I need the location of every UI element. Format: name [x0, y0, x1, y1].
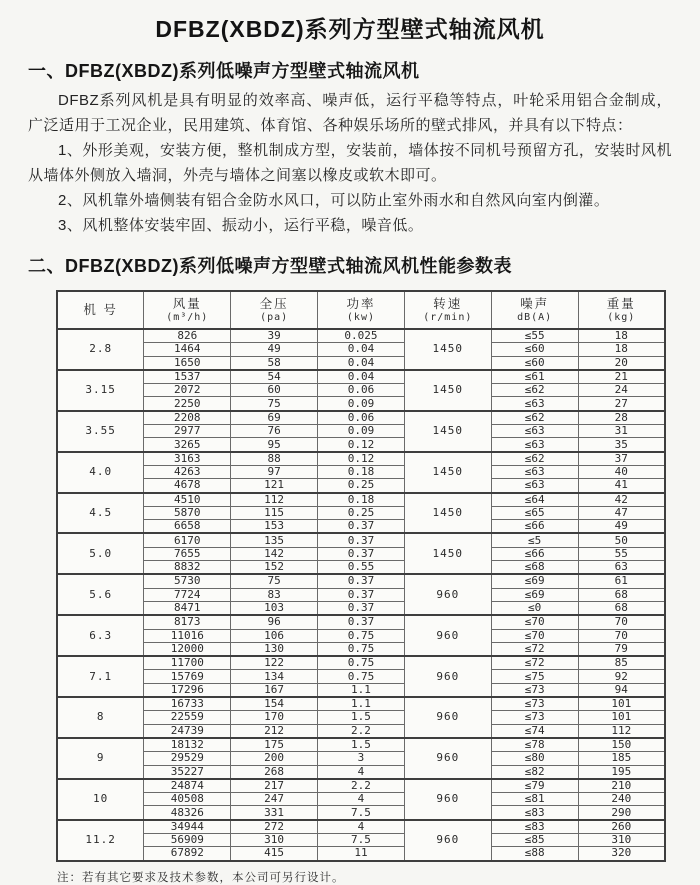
weight-cell: 18 [578, 329, 665, 343]
table-row [57, 683, 665, 697]
airflow-cell: 3163 [144, 452, 231, 466]
airflow-cell: 1464 [144, 343, 231, 356]
section1-heading: 一、DFBZ(XBDZ)系列低噪声方型壁式轴流风机 [28, 61, 420, 81]
airflow-cell: 34944 [144, 820, 231, 834]
model-cell: 7.1 [57, 656, 144, 697]
pressure-cell: 97 [231, 465, 318, 478]
table-row [57, 629, 665, 642]
power-cell: 2.2 [318, 779, 405, 793]
table-row [57, 384, 665, 397]
weight-cell: 240 [578, 793, 665, 806]
pressure-cell: 142 [231, 547, 318, 560]
table-row [57, 343, 665, 356]
noise-cell: ≤70 [491, 615, 578, 629]
table-row [57, 601, 665, 615]
weight-cell: 47 [578, 506, 665, 519]
airflow-cell: 6170 [144, 533, 231, 547]
power-cell: 0.55 [318, 561, 405, 575]
pressure-cell: 103 [231, 601, 318, 615]
noise-cell: ≤74 [491, 724, 578, 738]
pressure-cell: 217 [231, 779, 318, 793]
noise-cell: ≤60 [491, 343, 578, 356]
table-row [57, 493, 665, 507]
airflow-cell: 2208 [144, 411, 231, 425]
noise-cell: ≤63 [491, 425, 578, 438]
speed-cell: 1450 [404, 329, 491, 370]
weight-cell: 35 [578, 438, 665, 452]
intro-paragraph: DFBZ系列风机是具有明显的效率高、噪声低，运行平稳等特点，叶轮采用铝合金制成，广泛适用于工况企业，民用建筑、体育馆、各种娱乐场所的壁式排风，并具有以下特点： [28, 92, 672, 134]
weight-cell: 68 [578, 588, 665, 601]
noise-cell: ≤85 [491, 833, 578, 846]
noise-cell: ≤88 [491, 847, 578, 861]
pressure-cell: 331 [231, 806, 318, 820]
noise-cell: ≤63 [491, 438, 578, 452]
table-row [57, 670, 665, 683]
speed-cell: 1450 [404, 452, 491, 493]
power-cell: 0.06 [318, 411, 405, 425]
airflow-cell: 8471 [144, 601, 231, 615]
airflow-cell: 29529 [144, 752, 231, 765]
noise-cell: ≤72 [491, 642, 578, 656]
airflow-cell: 11700 [144, 656, 231, 670]
table-row [57, 793, 665, 806]
weight-cell: 70 [578, 629, 665, 642]
table-row [57, 847, 665, 861]
weight-cell: 260 [578, 820, 665, 834]
power-cell: 0.37 [318, 588, 405, 601]
power-cell: 4 [318, 793, 405, 806]
pressure-cell: 88 [231, 452, 318, 466]
weight-cell: 68 [578, 601, 665, 615]
airflow-cell: 18132 [144, 738, 231, 752]
weight-cell: 290 [578, 806, 665, 820]
table-row [57, 724, 665, 738]
model-cell: 4.5 [57, 493, 144, 534]
airflow-cell: 15769 [144, 670, 231, 683]
table-row [57, 615, 665, 629]
power-cell: 1.1 [318, 697, 405, 711]
airflow-cell: 16733 [144, 697, 231, 711]
power-cell: 0.025 [318, 329, 405, 343]
pressure-cell: 130 [231, 642, 318, 656]
airflow-cell: 56909 [144, 833, 231, 846]
noise-cell: ≤62 [491, 452, 578, 466]
table-row [57, 465, 665, 478]
speed-cell: 1450 [404, 493, 491, 534]
power-cell: 0.09 [318, 397, 405, 411]
airflow-cell: 2250 [144, 397, 231, 411]
model-cell: 6.3 [57, 615, 144, 656]
power-cell: 1.5 [318, 738, 405, 752]
power-cell: 0.25 [318, 479, 405, 493]
pressure-cell: 200 [231, 752, 318, 765]
performance-table [56, 290, 666, 862]
weight-cell: 61 [578, 574, 665, 588]
pressure-cell: 134 [231, 670, 318, 683]
power-cell: 0.25 [318, 506, 405, 519]
airflow-cell: 4263 [144, 465, 231, 478]
airflow-cell: 4678 [144, 479, 231, 493]
power-cell: 0.75 [318, 642, 405, 656]
model-cell: 4.0 [57, 452, 144, 493]
model-cell: 3.15 [57, 370, 144, 411]
weight-cell: 310 [578, 833, 665, 846]
weight-cell: 18 [578, 343, 665, 356]
pressure-cell: 75 [231, 397, 318, 411]
weight-cell: 42 [578, 493, 665, 507]
power-cell: 0.12 [318, 452, 405, 466]
header-cell-speed: 转速 (r/min) [404, 291, 491, 329]
airflow-cell: 1650 [144, 356, 231, 370]
pressure-cell: 69 [231, 411, 318, 425]
speed-cell: 1450 [404, 370, 491, 411]
weight-cell: 150 [578, 738, 665, 752]
model-cell: 10 [57, 779, 144, 820]
table-row [57, 711, 665, 724]
weight-cell: 20 [578, 356, 665, 370]
noise-cell: ≤65 [491, 506, 578, 519]
airflow-cell: 4510 [144, 493, 231, 507]
pressure-cell: 135 [231, 533, 318, 547]
header-cell-weight: 重量 (kg) [578, 291, 665, 329]
weight-cell: 21 [578, 370, 665, 384]
speed-cell: 960 [404, 779, 491, 820]
noise-cell: ≤5 [491, 533, 578, 547]
table-row [57, 438, 665, 452]
noise-cell: ≤61 [491, 370, 578, 384]
table-row [57, 697, 665, 711]
noise-cell: ≤69 [491, 574, 578, 588]
power-cell: 1.1 [318, 683, 405, 697]
power-cell: 0.37 [318, 574, 405, 588]
power-cell: 0.37 [318, 547, 405, 560]
pressure-cell: 75 [231, 574, 318, 588]
pressure-cell: 83 [231, 588, 318, 601]
airflow-cell: 22559 [144, 711, 231, 724]
weight-cell: 40 [578, 465, 665, 478]
table-row [57, 370, 665, 384]
pressure-cell: 58 [231, 356, 318, 370]
model-cell: 5.6 [57, 574, 144, 615]
speed-cell: 1450 [404, 411, 491, 452]
airflow-cell: 5730 [144, 574, 231, 588]
feature-item-1: 1、外形美观，安装方便，整机制成方型，安装前，墙体按不同机号预留方孔，安装时风机从墙体外侧放入墙洞，外壳与墙体之间塞以橡皮或软木即可。 [28, 142, 672, 184]
pressure-cell: 122 [231, 656, 318, 670]
noise-cell: ≤0 [491, 601, 578, 615]
airflow-cell: 12000 [144, 642, 231, 656]
airflow-cell: 8832 [144, 561, 231, 575]
power-cell: 0.37 [318, 615, 405, 629]
power-cell: 0.04 [318, 356, 405, 370]
noise-cell: ≤66 [491, 547, 578, 560]
pressure-cell: 115 [231, 506, 318, 519]
weight-cell: 195 [578, 765, 665, 779]
weight-cell: 55 [578, 547, 665, 560]
weight-cell: 320 [578, 847, 665, 861]
weight-cell: 50 [578, 533, 665, 547]
header-cell-model: 机 号 [57, 291, 144, 329]
airflow-cell: 826 [144, 329, 231, 343]
weight-cell: 27 [578, 397, 665, 411]
page-title: DFBZ(XBDZ)系列方型壁式轴流风机 [155, 16, 545, 42]
noise-cell: ≤80 [491, 752, 578, 765]
model-cell: 11.2 [57, 820, 144, 861]
table-row [57, 752, 665, 765]
pressure-cell: 152 [231, 561, 318, 575]
pressure-cell: 76 [231, 425, 318, 438]
pressure-cell: 310 [231, 833, 318, 846]
weight-cell: 94 [578, 683, 665, 697]
pressure-cell: 54 [231, 370, 318, 384]
power-cell: 0.37 [318, 533, 405, 547]
noise-cell: ≤63 [491, 465, 578, 478]
power-cell: 3 [318, 752, 405, 765]
speed-cell: 960 [404, 697, 491, 738]
speed-cell: 960 [404, 574, 491, 615]
table-body [57, 329, 665, 861]
weight-cell: 112 [578, 724, 665, 738]
feature-item-3: 3、风机整体安装牢固、振动小，运行平稳，噪音低。 [58, 217, 424, 234]
power-cell: 11 [318, 847, 405, 861]
speed-cell: 960 [404, 820, 491, 861]
weight-cell: 210 [578, 779, 665, 793]
noise-cell: ≤83 [491, 806, 578, 820]
noise-cell: ≤62 [491, 384, 578, 397]
table-row [57, 779, 665, 793]
table-header [57, 291, 665, 329]
noise-cell: ≤79 [491, 779, 578, 793]
airflow-cell: 11016 [144, 629, 231, 642]
noise-cell: ≤78 [491, 738, 578, 752]
model-cell: 9 [57, 738, 144, 779]
weight-cell: 101 [578, 697, 665, 711]
power-cell: 2.2 [318, 724, 405, 738]
table-row [57, 588, 665, 601]
speed-cell: 960 [404, 615, 491, 656]
header-cell-airflow: 风量 (m³/h) [144, 291, 231, 329]
table-row [57, 547, 665, 560]
noise-cell: ≤70 [491, 629, 578, 642]
table-row [57, 329, 665, 343]
power-cell: 4 [318, 820, 405, 834]
weight-cell: 70 [578, 615, 665, 629]
pressure-cell: 60 [231, 384, 318, 397]
header-cell-power: 功率 (kw) [318, 291, 405, 329]
model-cell: 5.0 [57, 533, 144, 574]
weight-cell: 101 [578, 711, 665, 724]
weight-cell: 79 [578, 642, 665, 656]
airflow-cell: 35227 [144, 765, 231, 779]
weight-cell: 85 [578, 656, 665, 670]
pressure-cell: 121 [231, 479, 318, 493]
speed-cell: 960 [404, 656, 491, 697]
pressure-cell: 39 [231, 329, 318, 343]
weight-cell: 185 [578, 752, 665, 765]
pressure-cell: 95 [231, 438, 318, 452]
noise-cell: ≤69 [491, 588, 578, 601]
power-cell: 0.37 [318, 601, 405, 615]
table-row [57, 574, 665, 588]
pressure-cell: 272 [231, 820, 318, 834]
noise-cell: ≤68 [491, 561, 578, 575]
noise-cell: ≤62 [491, 411, 578, 425]
noise-cell: ≤55 [491, 329, 578, 343]
airflow-cell: 7655 [144, 547, 231, 560]
table-row [57, 397, 665, 411]
power-cell: 0.04 [318, 343, 405, 356]
power-cell: 0.09 [318, 425, 405, 438]
weight-cell: 31 [578, 425, 665, 438]
table-row [57, 411, 665, 425]
power-cell: 0.18 [318, 465, 405, 478]
pressure-cell: 49 [231, 343, 318, 356]
power-cell: 0.06 [318, 384, 405, 397]
airflow-cell: 2977 [144, 425, 231, 438]
table-row [57, 738, 665, 752]
pressure-cell: 153 [231, 520, 318, 534]
pressure-cell: 247 [231, 793, 318, 806]
power-cell: 7.5 [318, 806, 405, 820]
power-cell: 0.75 [318, 656, 405, 670]
airflow-cell: 40508 [144, 793, 231, 806]
power-cell: 0.37 [318, 520, 405, 534]
table-row [57, 656, 665, 670]
noise-cell: ≤64 [491, 493, 578, 507]
weight-cell: 28 [578, 411, 665, 425]
speed-cell: 960 [404, 738, 491, 779]
airflow-cell: 5870 [144, 506, 231, 519]
noise-cell: ≤66 [491, 520, 578, 534]
pressure-cell: 415 [231, 847, 318, 861]
airflow-cell: 24874 [144, 779, 231, 793]
airflow-cell: 17296 [144, 683, 231, 697]
airflow-cell: 6658 [144, 520, 231, 534]
pressure-cell: 154 [231, 697, 318, 711]
airflow-cell: 7724 [144, 588, 231, 601]
noise-cell: ≤73 [491, 697, 578, 711]
noise-cell: ≤82 [491, 765, 578, 779]
model-cell: 2.8 [57, 329, 144, 370]
airflow-cell: 3265 [144, 438, 231, 452]
table-row [57, 806, 665, 820]
table-row [57, 820, 665, 834]
header-cell-noise: 噪声 dB(A) [491, 291, 578, 329]
table-row [57, 561, 665, 575]
noise-cell: ≤63 [491, 479, 578, 493]
airflow-cell: 2072 [144, 384, 231, 397]
table-row [57, 506, 665, 519]
weight-cell: 63 [578, 561, 665, 575]
table-row [57, 833, 665, 846]
section2-heading: 二、DFBZ(XBDZ)系列低噪声方型壁式轴流风机性能参数表 [28, 256, 512, 276]
pressure-cell: 112 [231, 493, 318, 507]
power-cell: 1.5 [318, 711, 405, 724]
noise-cell: ≤83 [491, 820, 578, 834]
noise-cell: ≤73 [491, 711, 578, 724]
table-row [57, 765, 665, 779]
weight-cell: 49 [578, 520, 665, 534]
feature-item-2: 2、风机靠外墙侧装有铝合金防水风口，可以防止室外雨水和自然风向室内倒灌。 [58, 192, 610, 209]
noise-cell: ≤60 [491, 356, 578, 370]
airflow-cell: 1537 [144, 370, 231, 384]
pressure-cell: 170 [231, 711, 318, 724]
noise-cell: ≤72 [491, 656, 578, 670]
pressure-cell: 175 [231, 738, 318, 752]
pressure-cell: 106 [231, 629, 318, 642]
table-row [57, 520, 665, 534]
noise-cell: ≤75 [491, 670, 578, 683]
pressure-cell: 212 [231, 724, 318, 738]
table-row [57, 425, 665, 438]
pressure-cell: 167 [231, 683, 318, 697]
airflow-cell: 24739 [144, 724, 231, 738]
power-cell: 7.5 [318, 833, 405, 846]
noise-cell: ≤73 [491, 683, 578, 697]
power-cell: 0.75 [318, 670, 405, 683]
speed-cell: 1450 [404, 533, 491, 574]
table-row [57, 452, 665, 466]
header-cell-pressure: 全压 (pa) [231, 291, 318, 329]
weight-cell: 37 [578, 452, 665, 466]
power-cell: 4 [318, 765, 405, 779]
table-row [57, 356, 665, 370]
weight-cell: 24 [578, 384, 665, 397]
airflow-cell: 8173 [144, 615, 231, 629]
noise-cell: ≤81 [491, 793, 578, 806]
power-cell: 0.18 [318, 493, 405, 507]
model-cell: 3.55 [57, 411, 144, 452]
pressure-cell: 96 [231, 615, 318, 629]
weight-cell: 92 [578, 670, 665, 683]
pressure-cell: 268 [231, 765, 318, 779]
table-row [57, 479, 665, 493]
model-cell: 8 [57, 697, 144, 738]
weight-cell: 41 [578, 479, 665, 493]
table-row [57, 642, 665, 656]
noise-cell: ≤63 [491, 397, 578, 411]
airflow-cell: 48326 [144, 806, 231, 820]
footnote: 注：若有其它要求及技术参数，本公司可另行设计。 [57, 871, 345, 884]
power-cell: 0.75 [318, 629, 405, 642]
airflow-cell: 67892 [144, 847, 231, 861]
table-row [57, 533, 665, 547]
power-cell: 0.12 [318, 438, 405, 452]
power-cell: 0.04 [318, 370, 405, 384]
